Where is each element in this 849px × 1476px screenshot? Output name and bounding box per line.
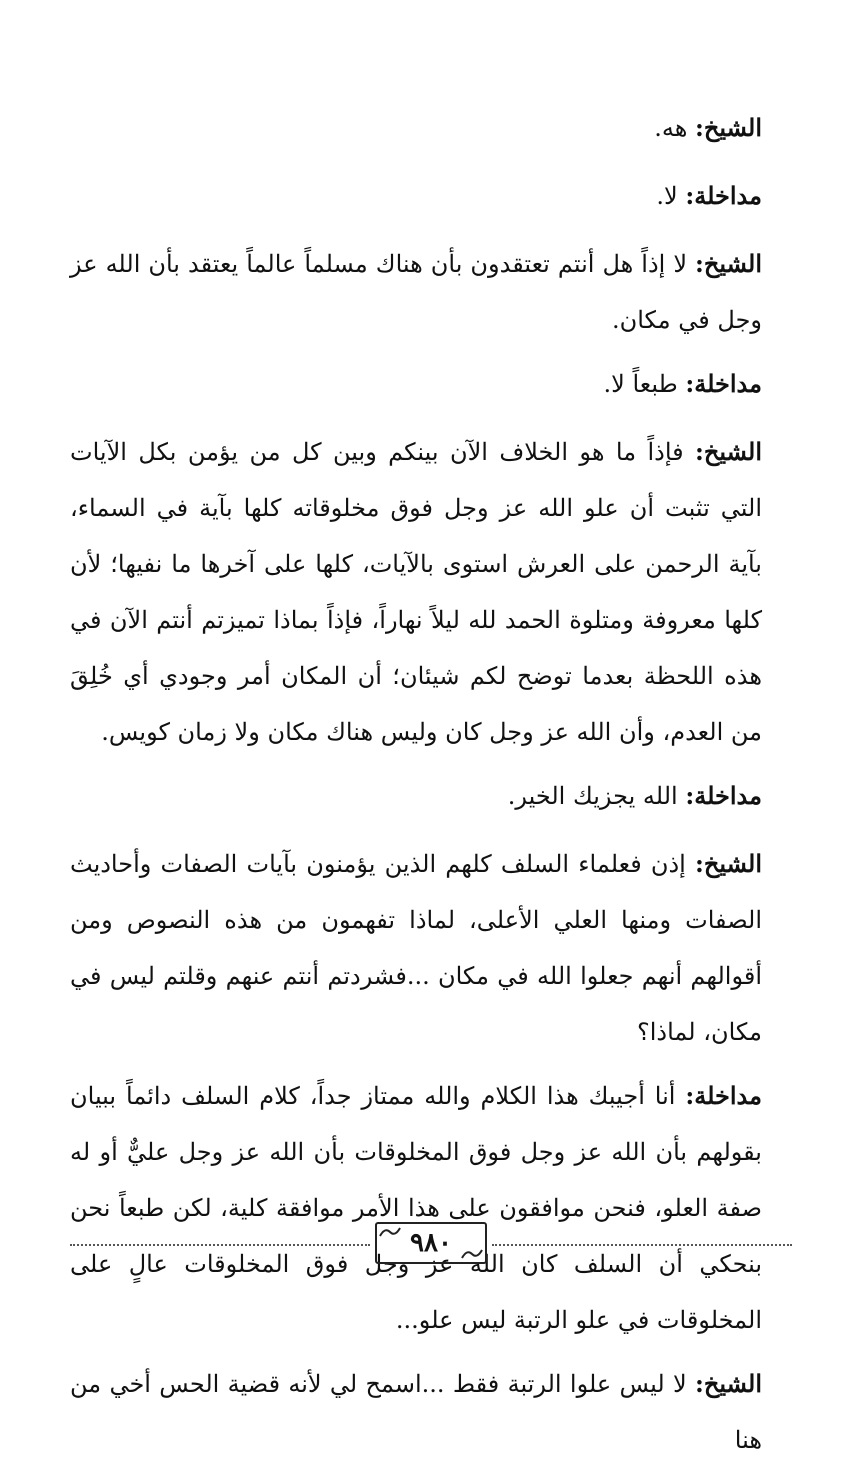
dialogue-text — [70, 100, 762, 1476]
speaker-label: مداخلة: — [685, 181, 762, 210]
dialogue-paragraph — [70, 424, 762, 760]
paragraph-text: لا إذاً هل أنتم تعتقدون بأن هناك مسلماً عالماً يعتقد بأن الله عز وجل في مكان. — [70, 250, 762, 334]
dotted-rule — [492, 1244, 792, 1246]
paragraph-text: أنا أجيبك هذا الكلام والله ممتاز جداً، كلام السلف دائماً ببيان بقولهم بأن الله عز وجل فوق المخلوقات بأن الله عز وجل عليٌّ أو له صفة العلو، فنحن موافقون على هذا الأمر موافقة كلية، لكن طبعاً نحن بنحكي أن السلف كان الله عز وجل فوق المخلوقات عالٍ على المخلوقات في علو الرتبة ليس علو... — [70, 1082, 762, 1334]
speaker-label: الشيخ: — [695, 249, 762, 278]
page-number-frame — [375, 1222, 487, 1264]
dialogue-paragraph — [70, 1356, 762, 1468]
page-number: ٩٨٠ — [410, 1228, 452, 1258]
speaker-label: الشيخ: — [695, 113, 762, 142]
paragraph-text: لا. — [656, 182, 686, 210]
speaker-label: الشيخ: — [695, 437, 762, 466]
dialogue-paragraph — [70, 1068, 762, 1348]
speaker-label: الشيخ: — [695, 849, 762, 878]
dialogue-paragraph — [70, 168, 762, 224]
paragraph-text: هه. — [654, 114, 696, 142]
speaker-label: الشيخ: — [695, 1369, 762, 1398]
ornament-icon — [461, 1248, 483, 1260]
page-footer — [70, 1216, 792, 1266]
paragraph-text: الله يجزيك الخير. — [507, 782, 686, 810]
dialogue-paragraph — [70, 768, 762, 824]
speaker-label: مداخلة: — [685, 1081, 763, 1110]
paragraph-text: طبعاً لا. — [603, 370, 686, 398]
speaker-label: مداخلة: — [685, 369, 762, 398]
dialogue-paragraph — [70, 356, 762, 412]
paragraph-text: إذن فعلماء السلف كلهم الذين يؤمنون بآيات الصفات وأحاديث الصفات ومنها العلي الأعلى، لماذا تفهمون من هذه النصوص ومن أقوالهم أنهم جعلوا الله في مكان ...فشردتم أنتم عنهم وقلتم ليس في مكان، لماذا؟ — [70, 850, 762, 1046]
paragraph-text: لا ليس علوا الرتبة فقط ...اسمح لي لأنه قضية الحس أخي من هنا — [70, 1370, 762, 1454]
dialogue-paragraph — [70, 100, 762, 156]
paragraph-text: فإذاً ما هو الخلاف الآن بينكم وبين كل من يؤمن بكل الآيات التي تثبت أن علو الله عز وجل فوق مخلوقاته كلها بآية في السماء، بآية الرحمن على العرش استوى بالآيات، كلها على آخرها ما نفيها؛ لأن كلها معروفة ومتلوة الحمد لله ليلاً نهاراً، فإذاً بماذا تميزتم أنتم الآن في هذه اللحظة بعدما توضح لكم شيئان؛ أن المكان أمر وجودي أي خُلِقَ من العدم، وأن الله عز وجل كان وليس هناك مكان ولا زمان كويس. — [70, 438, 762, 746]
speaker-label: مداخلة: — [685, 781, 762, 810]
ornament-icon — [379, 1226, 401, 1238]
dotted-rule — [70, 1244, 370, 1246]
dialogue-paragraph — [70, 836, 762, 1060]
dialogue-paragraph — [70, 236, 762, 348]
